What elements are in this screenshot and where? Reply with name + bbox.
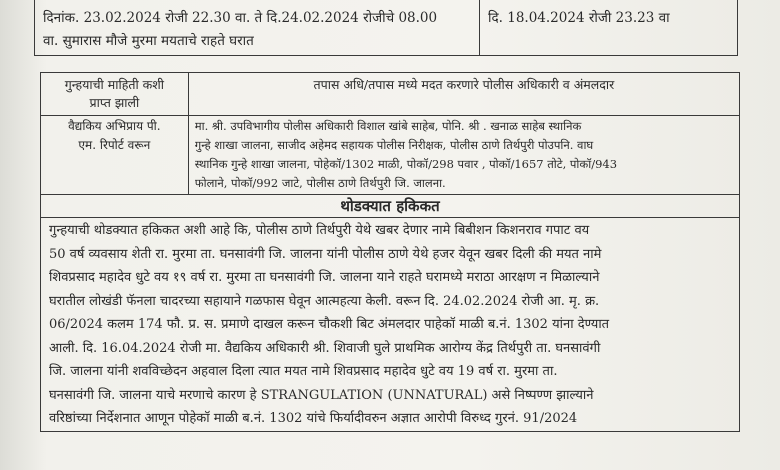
officers-cell (188, 116, 739, 195)
info-source-line: एम. रिपोर्ट वरून (78, 138, 151, 152)
info-header-row (41, 73, 740, 116)
officers-line: फोलाने, पोकॉ/992 जाटे, पोलीस ठाणे तिर्थपुरी जि. जालना. (194, 176, 446, 190)
incident-time-line: दिनांक. 23.02.2024 रोजी 22.30 वा. ते दि.24.02.2024 रोजीचे 08.00 (43, 10, 438, 26)
officers-header: तपास अधि/तपास मध्ये मदत करणारे पोलीस अधिकारी व अंमलदार (188, 73, 739, 116)
incident-time-row (35, 0, 738, 56)
incident-place-line: वा. सुमारास मौजे मुरमा मयताचे राहते घरात (43, 33, 254, 49)
info-body-row (41, 116, 740, 195)
summary-line: जि. जालना यांनी शवविच्छेदन अहवाल दिला त्यात मयत नामे शिवप्रसाद महादेव धुटे वय 19 वर्ष रा. मुरमा ता. (49, 364, 558, 379)
summary-cell (41, 218, 740, 432)
registration-time-cell (480, 0, 738, 56)
summary-row (41, 218, 740, 432)
info-source-header-line: प्राप्त झाली (89, 95, 140, 110)
info-source-header (41, 73, 189, 116)
summary-line: 50 वर्ष व्यवसाय शेती रा. मुरमा ता. घनसावंगी जि. जालना यांनी पोलीस ठाणे येथे हजर येवून खबर दिली की मयत नामे (49, 246, 602, 262)
registration-time-line: दि. 18.04.2024 रोजी 23.23 वा (488, 10, 670, 26)
summary-line: घरातील लोखंडी फॅनला चादरच्या सहायाने गळफास घेवून आत्महत्या केली. वरून दि. 24.02.2024 रोजी आ. मृ. क्र. (49, 293, 600, 309)
summary-title: थोडक्यात हकिकत (41, 195, 740, 218)
cut-off-line (43, 0, 473, 7)
summary-line: घनसावंगी जि. जालना याचे मरणाचे कारण हे STRANGULATION (UNNATURAL) असे निष्पण्ण झाल्याने (49, 387, 594, 403)
case-info-table (40, 72, 740, 432)
summary-line: 06/2024 कलम 174 फौ. प्र. स. प्रमाणे दाखल करून चौकशी बिट अंमलदार पाहेकॉ माळी ब.नं. 1302 यांना देण्यात (49, 317, 610, 332)
info-source-cell (41, 116, 189, 195)
info-source-header-line: गुन्हयाची माहिती कशी (64, 77, 165, 92)
officers-line: गुन्हे शाखा जालना, साजीद अहेमद सहायक पोलीस निरीक्षक, पोलीस ठाणे तिर्थपुरी पोउपनि. वाघ (194, 138, 594, 152)
summary-line: शिवप्रसाद महादेव धुटे वय १९ वर्ष रा. मुरमा ता घनसावंगी जि. जालना याने राहते घरामध्ये मराठा आरक्षण न मिळाल्याने (49, 270, 600, 285)
summary-title-row (41, 195, 740, 218)
incident-time-table (34, 0, 738, 56)
summary-line: वरिष्ठांच्या निर्देशनात आणून पोहेकॉ माळी ब.नं. 1302 यांचे फिर्यादीवरुन अज्ञात आरोपी विरुध्द गुरनं. 91/2024 (49, 411, 578, 426)
officers-line: मा. श्री. उपविभागीय पोलीस अधिकारी विशाल खांबे साहेब, पोनि. श्री . खनाळ साहेब स्थानिक (194, 119, 582, 133)
officers-line: स्थानिक गुन्हे शाखा जालना, पोहेकॉ/1302 माळी, पोकॉ/298 पवार , पोकॉ/1657 तोटे, पोकॉ/943 (194, 157, 618, 171)
info-source-line: वैद्यकिय अभिप्राय पी. (68, 119, 161, 133)
summary-line: आली. दि. 16.04.2024 रोजी मा. वैद्यकिय अधिकारी श्री. शिवाजी घुले प्राथमिक आरोग्य केंद्र तिर्थपुरी ता. घनसावंगी (49, 340, 601, 356)
summary-line: गुन्हयाची थोडक्यात हकिकत अशी आहे कि, पोलीस ठाणे तिर्थपुरी येथे खबर देणार नामे बिबीशन किशनराव गपाट वय (49, 223, 590, 238)
incident-time-cell (35, 0, 480, 56)
